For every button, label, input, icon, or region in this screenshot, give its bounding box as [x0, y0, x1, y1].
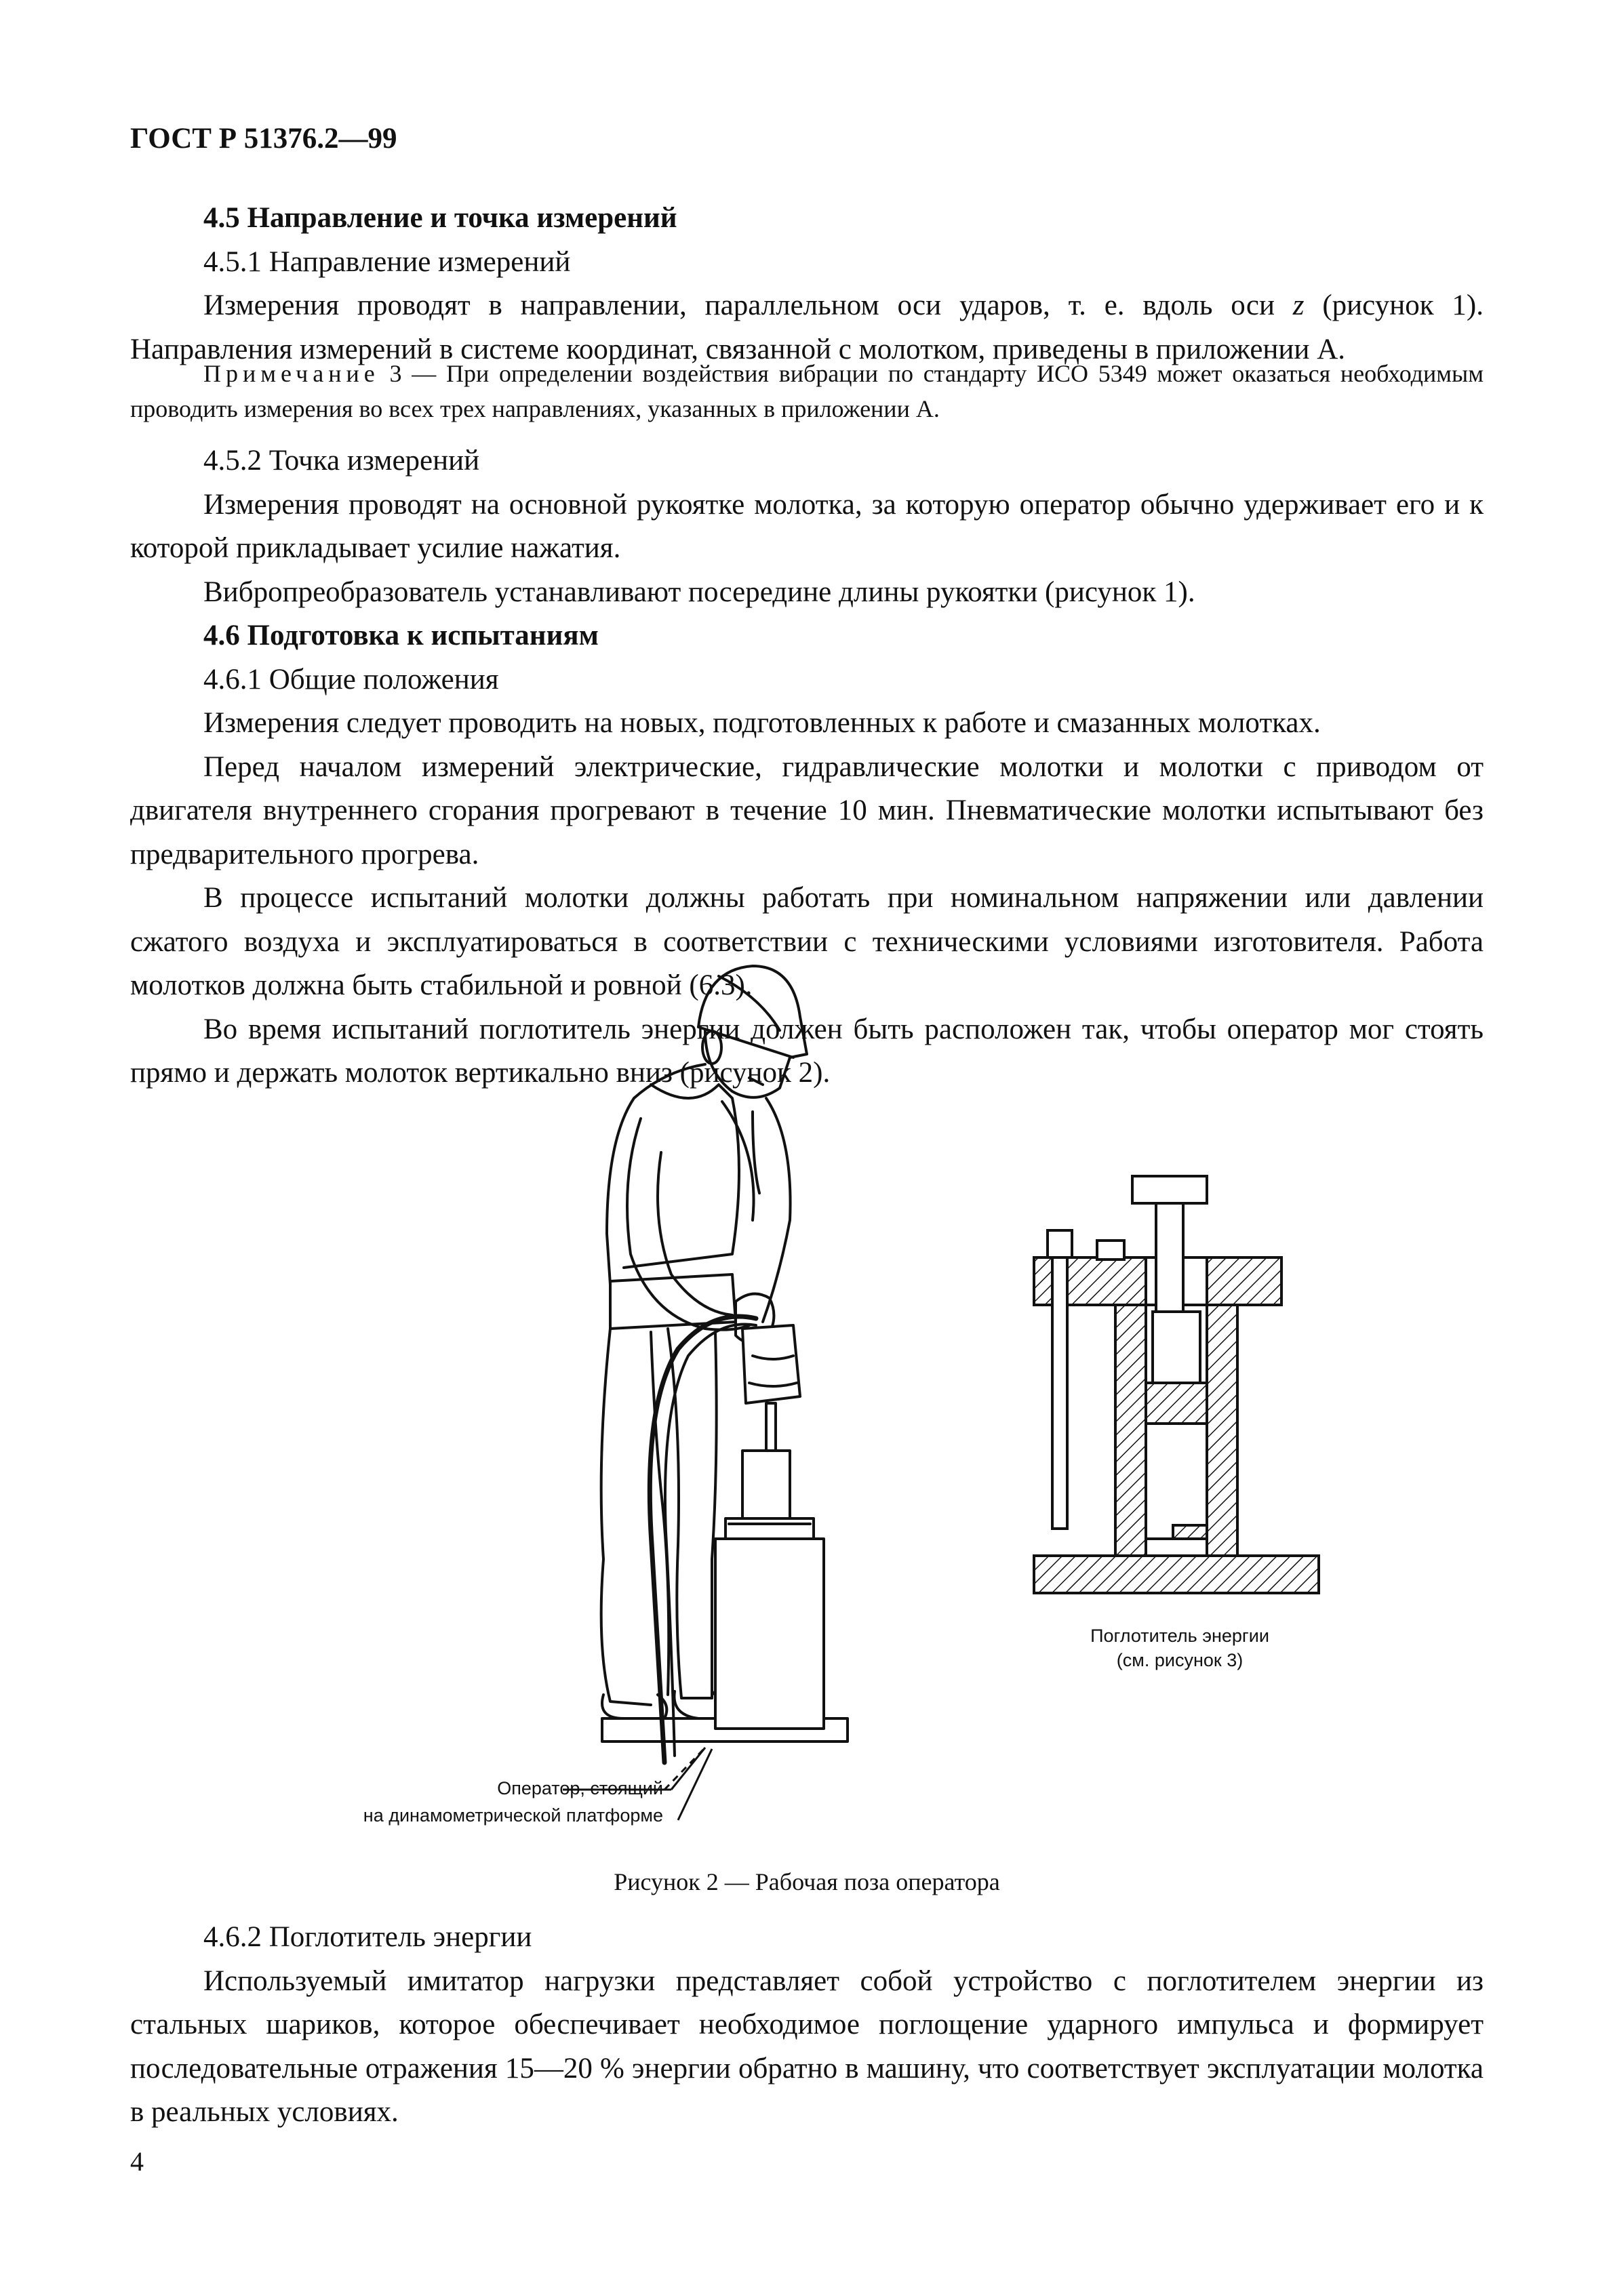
operator-label: Оператор, стоящий на динамометрической платформе: [363, 1778, 663, 1826]
paragraph-4-5-1: Измерения проводят в направлении, параллельном оси ударов, т. е. вдоль оси z (рисунок 1). Направления измерений в системе координат, связанной с молотком, приведены в приложении А.: [130, 289, 1484, 365]
hammer-body: [742, 1325, 800, 1403]
head-shape: [705, 1030, 790, 1097]
absorber-base: [715, 1539, 824, 1729]
note-label: Примечание: [203, 360, 380, 387]
absorber-label: Поглотитель энергии (см. рисунок 3): [1090, 1626, 1269, 1670]
absorber-cross-section: [1034, 1176, 1319, 1593]
paragraph-4-6-1-b: Перед началом измерений электрические, гидравлические молотки и молотки с приводом от двигателя внутреннего сгорания прогревают в течение 10 мин. Пневматические молотки испытывают без предварительного прогрева.: [130, 750, 1484, 870]
paragraph-4-6-1-d: Во время испытаний поглотитель энергии должен быть расположен так, чтобы оператор мог стоять прямо и держать молоток вертикально вниз (рисунок 2).: [130, 1013, 1484, 1089]
heading-4-5: 4.5 Направление и точка измерений: [203, 202, 677, 234]
absorber-top: [742, 1451, 790, 1518]
page-number: 4: [130, 2146, 144, 2177]
heading-4-5-1: 4.5.1 Направление измерений: [203, 245, 571, 278]
front-leg: [668, 1329, 712, 1698]
back-arm: [627, 1119, 749, 1330]
figure-caption: Рисунок 2 — Рабочая поза оператора: [614, 1868, 1000, 1895]
operator-illustration: [601, 966, 848, 1763]
section-4-6-2-block: [130, 1916, 1484, 2135]
paragraph-4-6-2: Используемый имитатор нагрузки представляет собой устройство с поглотителем энергии из стальных шариков, которое обеспечивает необходимое поглощение ударного импульса и формирует последовательные отражения 15—20 % энергии обратно в машину, что соответствует эксплуатации молотка в реальных условиях.: [130, 1965, 1484, 2128]
front-arm: [763, 1098, 791, 1322]
heading-4-6: 4.6 Подготовка к испытаниям: [203, 620, 599, 651]
paragraph-4-5-2-a: Измерения проводят на основной рукоятке молотка, за которую оператор обычно удерживает его и к которой прикладывает усилие нажатия.: [130, 488, 1484, 564]
paragraph-4-6-1-c: В процессе испытаний молотки должны работать при номинальном напряжении или давлении сжатого воздуха и эксплуатироваться в соответствии с техническими условиями изготовителя. Работа молотков должна быть стабильной и ровной (6.3).: [130, 882, 1484, 1001]
note-text: 3 — При определении воздействия вибрации по стандарту ИСО 5349 может оказаться необходимым проводить измерения во всех трех направлениях, указанных в приложении А.: [130, 360, 1484, 422]
back-leg: [601, 1329, 651, 1705]
heading-4-5-2: 4.5.2 Точка измерений: [203, 445, 480, 477]
heading-4-6-2: 4.6.2 Поглотитель энергии: [203, 1921, 532, 1953]
chisel: [766, 1403, 776, 1451]
paragraph-4-5-2-b: Вибропреобразователь устанавливают посередине длины рукоятки (рисунок 1).: [203, 576, 1195, 608]
shoe-back: [602, 1695, 667, 1718]
paragraph-4-6-1-a: Измерения следует проводить на новых, подготовленных к работе и смазанных молотках.: [203, 707, 1321, 739]
heading-4-6-1: 4.6.1 Общие положения: [203, 663, 499, 696]
document-code: ГОСТ Р 51376.2—99: [130, 123, 397, 155]
